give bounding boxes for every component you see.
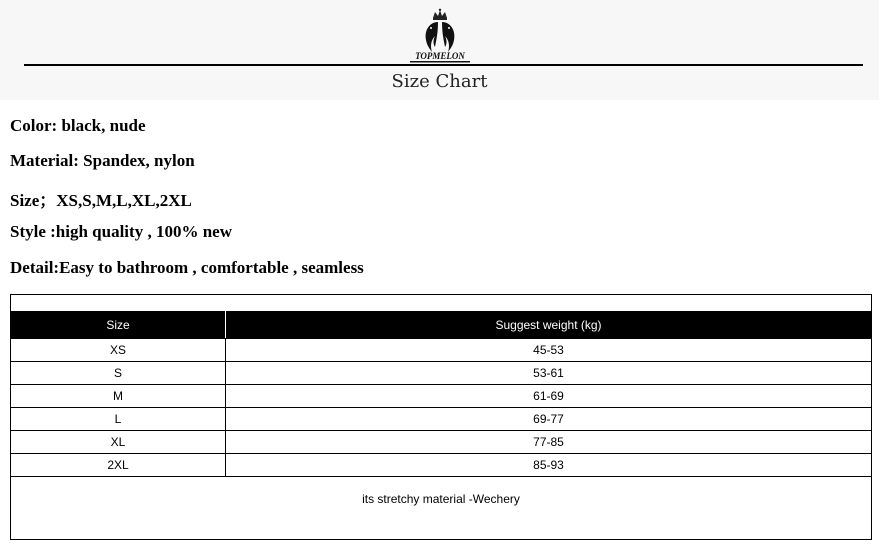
page-title: Size Chart [391,71,488,92]
header-banner [0,0,879,100]
spec-detail: Detail:Easy to bathroom , comfortable , seamless [10,258,364,277]
size-cell: M [11,385,226,408]
header-divider [24,64,863,66]
size-cell: XS [11,339,226,362]
weight-cell: 61-69 [226,385,872,408]
weight-cell: 69-77 [226,408,872,431]
weight-cell: 53-61 [226,362,872,385]
weight-cell: 85-93 [226,454,872,477]
crown-birds-logo-icon [400,8,480,64]
weight-cell: 45-53 [226,339,872,362]
table-row [11,408,872,431]
spec-style: Style :high quality , 100% new [10,222,232,241]
table-header-row [11,312,872,339]
brand-name: TOPMELON [415,51,465,61]
spec-size: Size；XS,S,M,L,XL,2XL [10,191,192,210]
table-row [11,454,872,477]
topmelon-logo [400,8,480,64]
weight-cell: 77-85 [226,431,872,454]
table-row [11,431,872,454]
size-table [10,311,872,477]
size-cell: S [11,362,226,385]
size-cell: XL [11,431,226,454]
table-row [11,385,872,408]
footnote: its stretchy material -Wechery [362,492,520,506]
spec-material: Material: Spandex, nylon [10,151,195,170]
size-cell: L [11,408,226,431]
spec-color: Color: black, nude [10,116,146,135]
column-header-size: Size [11,312,226,339]
column-header-weight: Suggest weight (kg) [226,312,872,339]
table-row [11,362,872,385]
size-cell: 2XL [11,454,226,477]
table-row [11,339,872,362]
